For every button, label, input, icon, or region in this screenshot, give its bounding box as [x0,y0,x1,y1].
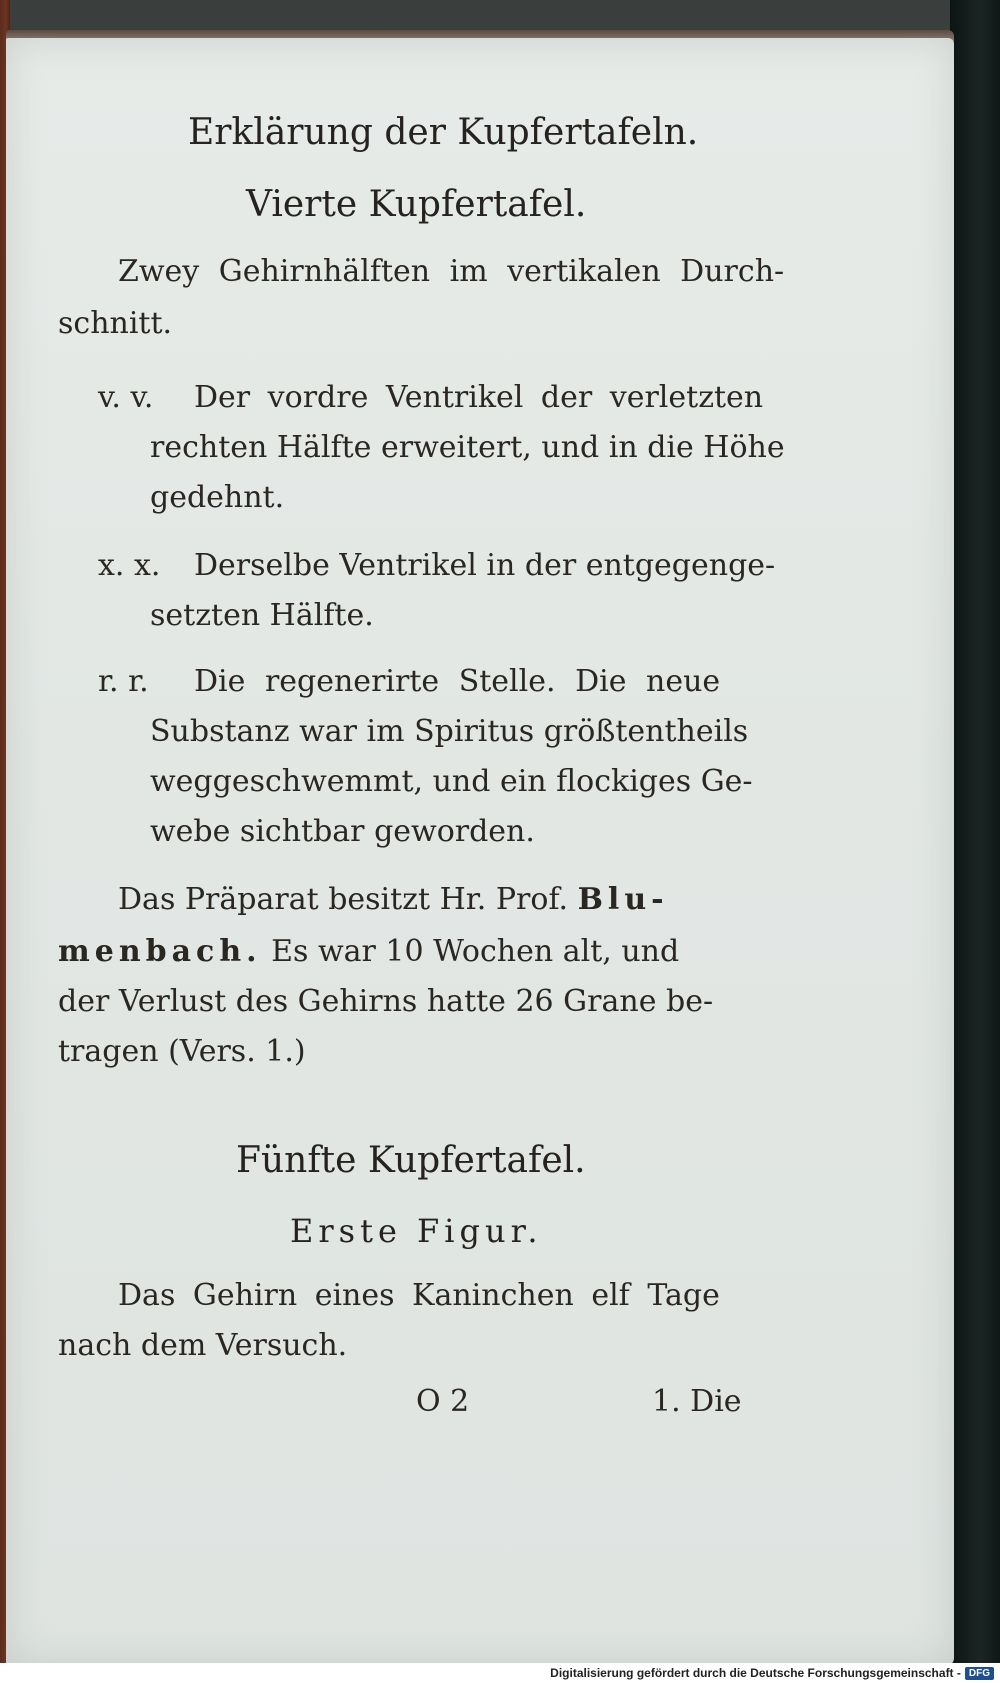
catchword: 1. Die [652,1384,742,1419]
intro-line-1: Zwey Gehirnhälften im vertikalen Durch- [118,254,785,289]
item-label-xx: x. x. [98,548,161,583]
item-vv-line-2: rechten Hälfte erweitert, und in die Höhe [150,430,785,465]
item-rr-line-4: webe sichtbar geworden. [150,814,535,849]
para-line-2 [58,926,679,978]
intro-line-2: schnitt. [58,306,173,341]
para-line-1 [118,874,669,926]
item-rr-line-1: Die regenerirte Stelle. Die neue [194,664,721,699]
figure-line-2: nach dem Versuch. [58,1328,348,1363]
item-vv-line-3: gedehnt. [150,480,285,515]
signature-mark: O 2 [416,1384,470,1419]
credit-text: Digitalisierung gefördert durch die Deutsche Forschungsgemeinschaft - [550,1666,961,1680]
book-edge-shadow [950,0,1000,1683]
para-line-3: der Verlust des Gehirns hatte 26 Grane be- [58,984,714,1019]
dfg-logo: DFG [965,1667,994,1680]
digitization-credit [550,1666,994,1680]
item-label-vv: v. v. [98,380,154,415]
figure-title: Erste Figur. [290,1212,543,1250]
running-head: Erklärung der Kupfertafeln. [188,112,699,153]
item-rr-line-2: Substanz war im Spiritus größtentheils [150,714,749,749]
item-vv-line-1: Der vordre Ventrikel der verletzten [194,380,764,415]
para-line-2-text: Es war 10 Wochen alt, und [261,934,680,969]
item-label-rr: r. r. [98,664,149,699]
section-title-fuenfte: Fünfte Kupfertafel. [236,1140,586,1181]
section-title-vierte: Vierte Kupfertafel. [246,184,587,225]
para-line-4: tragen (Vers. 1.) [58,1034,306,1069]
author-name-part-2: menbach. [58,934,262,969]
item-xx-line-2: setzten Hälfte. [150,598,374,633]
author-name-part-1: Blu- [577,882,669,917]
para-line-1-text: Das Präparat besitzt Hr. Prof. [118,882,578,917]
item-rr-line-3: weggeschwemmt, und ein flockiges Ge- [150,764,753,799]
figure-line-1: Das Gehirn eines Kaninchen elf Tage [118,1278,720,1313]
item-xx-line-1: Derselbe Ventrikel in der entgegenge- [194,548,776,583]
